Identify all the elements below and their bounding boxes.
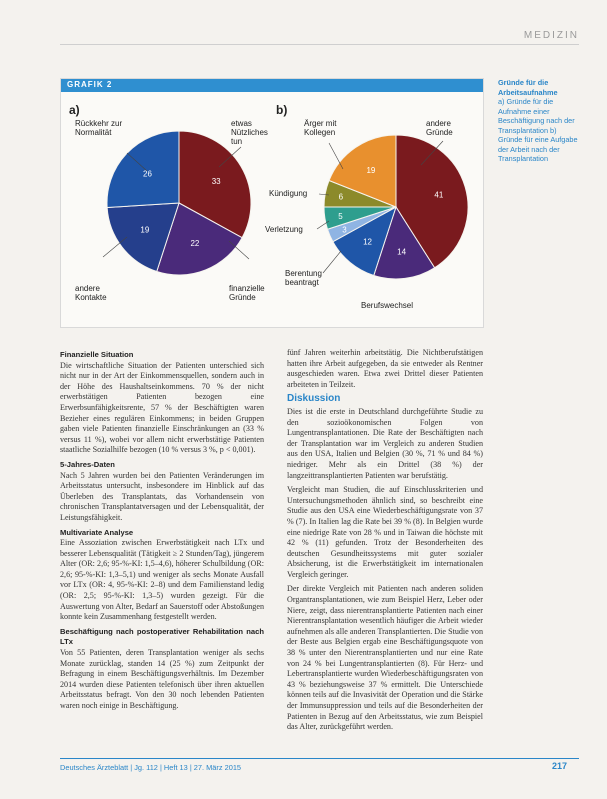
label-b-andere: andere Gründe <box>426 119 453 137</box>
label-b-verletzung: Verletzung <box>265 225 303 234</box>
paragraph: Dies ist die erste in Deutschland durchgeführte Studie zu den sozioökonomischen Folgen von Lungentransplantationen. Die Rate der Beschäftigten nach der Transplantation war im Vergleich zu anderen Studien aus den USA, Italien und Belgien (30 %, 71 % und 84 %) niedriger. Mehr als ein Drittel (38 %) der langzeittransplantierten Patienten war berufstätig. <box>287 406 483 480</box>
paragraph: fünf Jahren weiterhin arbeitstätig. Die Nichtberufstätigen hatten ihre Arbeit aufgegeben, da sie entweder als Rentner ausgeschieden waren. Etwa zwei Drittel dieser Patienten arbeiteten in Teilzeit. <box>287 348 483 389</box>
panel-a-letter: a) <box>69 103 80 117</box>
label-a-finanziell: finanzielle Gründe <box>229 284 265 302</box>
section-heading-discussion: Diskussion <box>287 393 341 405</box>
panel-b-letter: b) <box>276 103 288 117</box>
paragraph: Eine Assoziation zwischen Erwerbstätigkeit nach LTx und besserer Lebensqualität (Tätigkeit ≥ 2 Stunden/Tag), jüngerem Alter (OR: 2,6; 95-%-KI: 1,5–4,6), höherer Schulbildung (OR: 2,6; 95-%-KI: 1,3–5,1) und weniger als sechs Monate Ausfall vor LTx (OR: 4, 95-%-KI: 2–8) und dem Familienstand ledig (OR: 2,5; 95-%-KI: 1,3–5) wurden gezeigt. Für die Auswertung von Alter, Bedarf an Sauerstoff oder Abstoßungen konnte kein Zusammenhang festgestellt werden. <box>60 538 264 622</box>
text-column-right <box>287 348 483 737</box>
figure-label: GRAFIK 2 <box>67 80 113 89</box>
label-b-berentung: Berentung beantragt <box>285 269 322 287</box>
slice-value-label: 19 <box>366 166 376 176</box>
figure-caption <box>498 78 580 164</box>
section-tag: MEDIZIN <box>523 30 579 41</box>
page-number: 217 <box>551 761 567 771</box>
slice-value-label: 14 <box>397 247 407 257</box>
label-b-berufswechsel: Berufswechsel <box>361 301 414 310</box>
paragraph: Nach 5 Jahren wurden bei den Patienten Veränderungen im Arbeitsstatus untersucht, insbesondere im Hinblick auf das Überleben des Transplantats, das Vorhandensein von chronischen Transplantatversagen und der Lebensqualität, der Leistungsfähigkeit. <box>60 470 264 522</box>
paragraph: Vergleicht man Studien, die auf Einschlusskriterien und Untersuchungsmethoden ähnlich sind, so beschreibt eine Studie aus den USA eine Wiederbeschäftigungsrate von 37 % (7). In Italien lag die Rate bei 39 % (8). In Belgien wurde eine niedrige Rate von 28 % und in Taiwan die höchste mit 42 % (11) gefunden. Trotz der Besonderheiten des deutschen Gesundheitssystems mit guter sozialer Absicherung, ist die Erwerbstätigkeit im internationalen Vergleich geringer. <box>287 485 483 579</box>
paragraph: Die wirtschaftliche Situation der Patienten unterschied sich nicht nur in der Art der Einkommensquellen, sondern auch in der Höhe des Haushaltseinkommens. 70 % der nicht erwerbstätigen Patienten bezogen eine Erwerbsunfähigkeitsrente, 57 % der Beschäftigten waren Bezieher eines regulären Einkommens; in beiden Gruppen gaben viele Patienten finanzielle Einschränkungen an (33 % versus 11 %), wobei vor allem nicht erwerbstätige Patienten staatliche Sozialhilfe bezogen (10 % versus 3 %, p < 0,001). <box>60 360 264 455</box>
section-heading: Beschäftigung nach postoperativer Rehabilitation nach LTx <box>60 626 264 647</box>
slice-value-label: 33 <box>211 177 221 187</box>
label-b-aerger: Ärger mit Kollegen <box>304 119 337 137</box>
slice-value-label: 5 <box>338 211 343 221</box>
slice-value-label: 6 <box>338 192 344 202</box>
caption-title: Gründe für die Arbeitsaufnahme <box>498 78 558 97</box>
header-rule <box>60 44 579 45</box>
text-column-left <box>60 348 264 716</box>
journal-citation: Deutsches Ärzteblatt | Jg. 112 | Heft 13 | 27. März 2015 <box>60 763 242 772</box>
figure <box>60 78 484 328</box>
slice-value-label: 3 <box>342 225 347 235</box>
label-b-kuendigung: Kündigung <box>269 189 308 198</box>
label-a-nuetzliches: etwas Nützliches tun <box>231 119 268 146</box>
leader-line <box>329 143 343 169</box>
pie-chart-b <box>324 135 468 279</box>
footer-rule <box>60 758 579 759</box>
slice-value-label: 41 <box>434 190 444 200</box>
caption-text: a) Gründe für die Aufnahme einer Beschäftigung nach der Transplantation b) Gründe für eine Aufgabe der Arbeit nach der Transplantation <box>498 97 578 163</box>
paragraph: Von 55 Patienten, deren Transplantation weniger als sechs Monate zurücklag, standen 14 (25 %) zum Zeitpunkt der Befragung in einem Beschäftigungsverhältnis. Im Dezember 2014 wurden diese Patienten telefonisch über ihren aktuellen Arbeitsstatus befragt. Von den 30 noch lebenden Patienten waren noch einige in Beschäftigung. <box>60 648 264 710</box>
slice-value-label: 26 <box>143 169 152 179</box>
slice-value-label: 12 <box>363 237 372 247</box>
label-a-kontakte: andere Kontakte <box>75 284 107 302</box>
slice-value-label: 22 <box>190 239 200 249</box>
section-heading: 5-Jahres-Daten <box>60 459 115 469</box>
pie-chart-a <box>107 131 251 275</box>
label-a-rueckkehr: Rückkehr zur Normalität <box>75 119 123 137</box>
paragraph: Der direkte Vergleich mit Patienten nach anderen soliden Organtransplantationen, wie zum Beispiel Herz, Leber oder Niere, zeigt, dass nierentransplantierte Patienten nach einer Nierentransplantation wesentlich häufiger die Arbeit wieder aufnehmen als alle anderen Transplantierten. Die Studie von der Beste aus Belgien ergab eine Beschäftigungsquote von 38 % unter den Nierentransplantierten und nur eine Rate von 24 % bei Lungentransplantierten (8). Für Herz- und Lebertransplantierte wurden Wiederbeschäftigungsraten von 43 % beziehungsweise 37 % ermittelt. Die Unterschiede können teils auf die Invasivität der Operation und die Stärke der Immunsuppression und teils auf die Besonderheiten der Patienten in Bezug auf den Arbeitsstatus, wie zum Beispiel das Alter, zurückgeführt werden. <box>287 584 483 732</box>
slice-value-label: 19 <box>140 225 150 235</box>
section-heading: Finanzielle Situation <box>60 350 134 359</box>
section-heading: Multivariate Analyse <box>60 527 134 537</box>
